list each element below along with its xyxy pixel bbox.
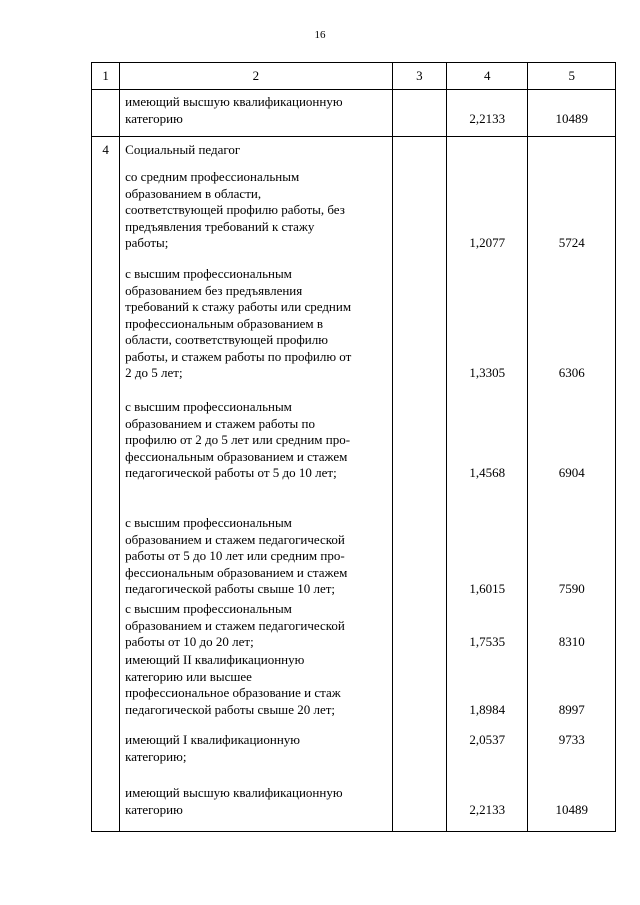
header-col-1: 1 bbox=[92, 63, 120, 90]
salary-value: 10489 bbox=[555, 801, 588, 817]
entry-text-line: образованием без предъявления bbox=[125, 282, 303, 298]
continuation-number-cell bbox=[92, 90, 120, 137]
continuation-text-line: категорию bbox=[125, 111, 183, 126]
entry-text-line: со средним профессиональным bbox=[125, 169, 300, 184]
continuation-coef-cell bbox=[447, 90, 528, 137]
coefficient-value: 1,2077 bbox=[469, 235, 506, 250]
page-number: 16 bbox=[314, 29, 326, 41]
entry-text-line: работы; bbox=[125, 235, 169, 250]
coefficient-value: 1,6015 bbox=[469, 581, 506, 596]
entry-text-line: имеющий I квалификационную bbox=[125, 732, 300, 747]
salary-value: 6904 bbox=[558, 465, 585, 480]
salary-value: 9733 bbox=[558, 732, 585, 747]
position-number-cell bbox=[92, 137, 120, 832]
entry-text-line: требований к стажу работы или средним bbox=[125, 299, 352, 314]
entry-text-line: работы, и стажем работы по профилю от bbox=[125, 348, 352, 364]
salary-value: 5724 bbox=[558, 235, 585, 250]
coefficient-value: 1,4568 bbox=[469, 465, 506, 480]
position-col3-cell bbox=[392, 137, 446, 832]
entry-text-line: образованием в области, bbox=[125, 185, 262, 201]
salary-value: 10489 bbox=[555, 111, 588, 126]
entry-text-line: категорию bbox=[125, 801, 183, 817]
header-col-4: 4 bbox=[447, 63, 528, 90]
header-col-3: 3 bbox=[392, 63, 446, 90]
header-col-2: 2 bbox=[120, 63, 393, 90]
entry-text-line: образованием и стажем работы по bbox=[125, 415, 315, 431]
coefficient-value: 2,2133 bbox=[469, 801, 506, 817]
coefficient-value: 2,0537 bbox=[469, 732, 506, 747]
continuation-col3-cell bbox=[392, 90, 446, 137]
continuation-salary-cell bbox=[528, 90, 616, 137]
entry-text-line: категорию или высшее bbox=[125, 668, 252, 684]
entry-text-line: педагогической работы от 5 до 10 лет; bbox=[125, 465, 337, 480]
position-salary-cell bbox=[528, 137, 616, 832]
position-text-cell bbox=[120, 137, 393, 832]
entry-text-line: образованием и стажем педагогической bbox=[125, 617, 345, 633]
salary-value: 8310 bbox=[558, 634, 585, 649]
coefficient-value: 1,3305 bbox=[469, 365, 506, 380]
entry-text-line: фессиональным образованием и стажем bbox=[125, 564, 348, 580]
entry-text-line: соответствующей профилю работы, без bbox=[125, 202, 345, 217]
coefficient-value: 1,7535 bbox=[469, 634, 506, 649]
entry-text-line: профессиональное образование и стаж bbox=[125, 685, 341, 700]
salary-table bbox=[91, 62, 616, 832]
position-number: 4 bbox=[102, 142, 109, 157]
continuation-text-line: имеющий высшую квалификационную bbox=[125, 94, 343, 109]
position-coef-cell bbox=[447, 137, 528, 832]
entry-text-line: профессиональным образованием в bbox=[125, 315, 324, 331]
entry-text-line: имеющий высшую квалификационную bbox=[125, 785, 343, 800]
entry-text-line: педагогической работы свыше 20 лет; bbox=[125, 701, 336, 717]
entry-text-line: с высшим профессиональным bbox=[125, 266, 292, 281]
salary-value: 7590 bbox=[558, 581, 585, 596]
continuation-row bbox=[92, 90, 616, 137]
entry-text-line: фессиональным образованием и стажем bbox=[125, 448, 348, 464]
position-row bbox=[92, 137, 616, 832]
position-title: Социальный педагог bbox=[125, 142, 241, 157]
continuation-text-cell bbox=[120, 90, 393, 137]
entry-text-line: работы от 10 до 20 лет; bbox=[125, 634, 254, 649]
coefficient-value: 1,8984 bbox=[469, 701, 506, 717]
entry-text-line: категорию; bbox=[125, 748, 187, 764]
entry-text-line: работы от 5 до 10 лет или средним про- bbox=[125, 548, 345, 563]
entry-text-line: предъявления требований к стажу bbox=[125, 218, 315, 234]
header-col-5: 5 bbox=[528, 63, 616, 90]
entry-text-line: педагогической работы свыше 10 лет; bbox=[125, 581, 336, 596]
entry-text-line: 2 до 5 лет; bbox=[125, 365, 183, 380]
entry-text-line: с высшим профессиональным bbox=[125, 515, 292, 530]
entry-text-line: с высшим профессиональным bbox=[125, 399, 292, 414]
entry-text-line: области, соответствующей профилю bbox=[125, 332, 328, 347]
salary-value: 6306 bbox=[558, 365, 585, 380]
salary-value: 8997 bbox=[558, 701, 585, 717]
entry-text-line: с высшим профессиональным bbox=[125, 601, 292, 616]
entry-text-line: образованием и стажем педагогической bbox=[125, 531, 345, 547]
entry-text-line: профилю от 2 до 5 лет или средним про- bbox=[125, 432, 351, 447]
coefficient-value: 2,2133 bbox=[469, 111, 506, 126]
entry-text-line: имеющий II квалификационную bbox=[125, 652, 305, 667]
table-header-row bbox=[92, 63, 616, 90]
